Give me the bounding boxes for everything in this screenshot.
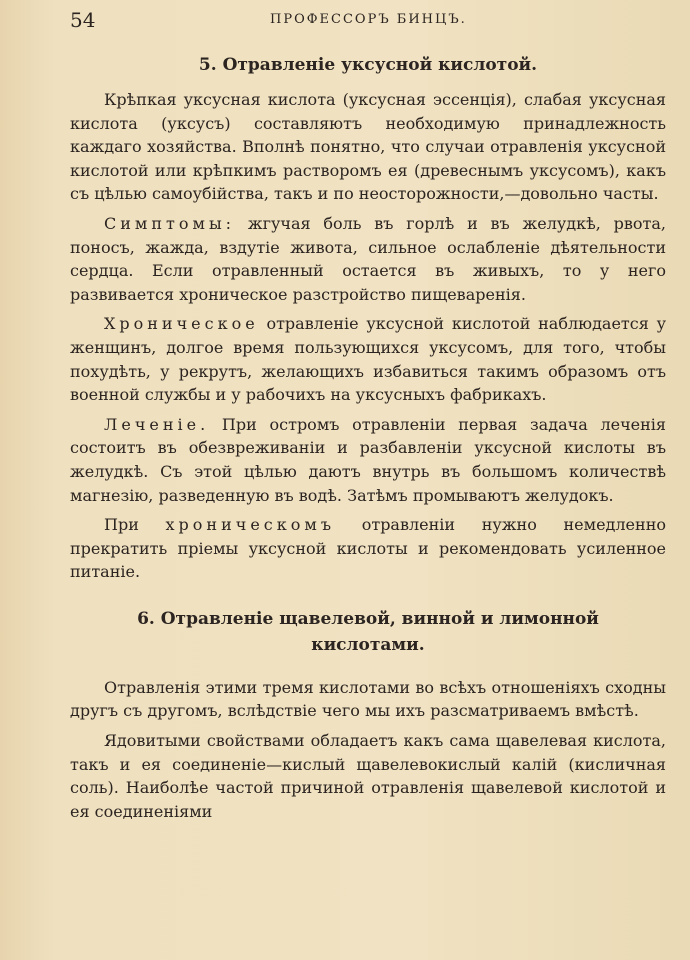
spaced-lead: Симптомы: [104, 213, 236, 233]
paragraph-text: жгучая боль въ горлѣ и въ желудкѣ, рвота, поносъ, жажда, вздутіе живота, сильное ослабленіе дѣятельности сердца. Если отравленный остается въ живыхъ, то у него развивается хроническое разстройство пищеваренія. [70, 213, 666, 304]
page-header [70, 6, 664, 34]
paragraph-text: отравленіе уксусной кислотой наблюдается у женщинъ, долгое время пользующихся уксусомъ, для того, чтобы похудѣть, у рекрутъ, желающихъ избавиться такимъ образомъ отъ военной службы и у рабочихъ на уксусныхъ фабрикахъ. [70, 314, 666, 405]
paragraph-text: отравленіи нужно немедленно прекратить пріемы уксусной кислоты и рекомендовать усиленное питаніе. [70, 515, 666, 582]
section-6-title [70, 606, 666, 658]
page-number: 54 [70, 8, 96, 32]
paragraph [70, 212, 666, 306]
paragraph-text: При остромъ отравленіи первая задача леченія состоитъ въ обезвреживаніи и разбавленіи уксусной кислоты въ желудкѣ. Съ этой цѣлью даютъ внутрь въ большомъ количествѣ магнезію, разведенную въ водѣ. Затѣмъ промываютъ желудокъ. [70, 414, 666, 505]
section-5-title: 5. Отравленіе уксусной кислотой. [198, 55, 538, 75]
spaced-lead: Леченіе. [104, 414, 210, 434]
paragraph [70, 413, 666, 507]
paragraph: Отравленія этими тремя кислотами во всѣхъ отношеніяхъ сходны другъ съ другомъ, вслѣдствіе чего мы ихъ разсматриваемъ вмѣстѣ. [70, 677, 666, 721]
spaced-lead: Хроническое [104, 314, 259, 334]
section-6-title-line2: кислотами. [311, 634, 425, 655]
paragraph [70, 513, 666, 584]
paragraph: Крѣпкая уксусная кислота (уксусная эссенція), слабая уксусная кислота (уксусъ) составляютъ необходимую принадлежность каждаго хозяйства. Вполнѣ понятно, что случаи отравленія уксусной кислотой или крѣпкимъ растворомъ ея (древеснымъ уксусомъ), какъ съ цѣлью самоубійства, такъ и по неосторожности,—довольно часты. [70, 90, 666, 204]
paragraph: Ядовитыми свойствами обладаетъ какъ сама щавелевая кислота, такъ и ея соединеніе—кислый щавелевокислый калій (кисличная соль). Наиболѣе частой причиной отравленія щавелевой кислотой и ея соединеніями [70, 731, 666, 821]
spaced-lead: хроническомъ [165, 515, 336, 535]
section-6-title-line1: 6. Отравленіе щавелевой, винной и лимонной [137, 608, 599, 629]
paragraph [70, 312, 666, 406]
running-title: ПРОФЕССОРЪ БИНЦЪ. [270, 12, 467, 27]
paragraph-text: При [104, 515, 166, 535]
page-content [70, 52, 666, 829]
